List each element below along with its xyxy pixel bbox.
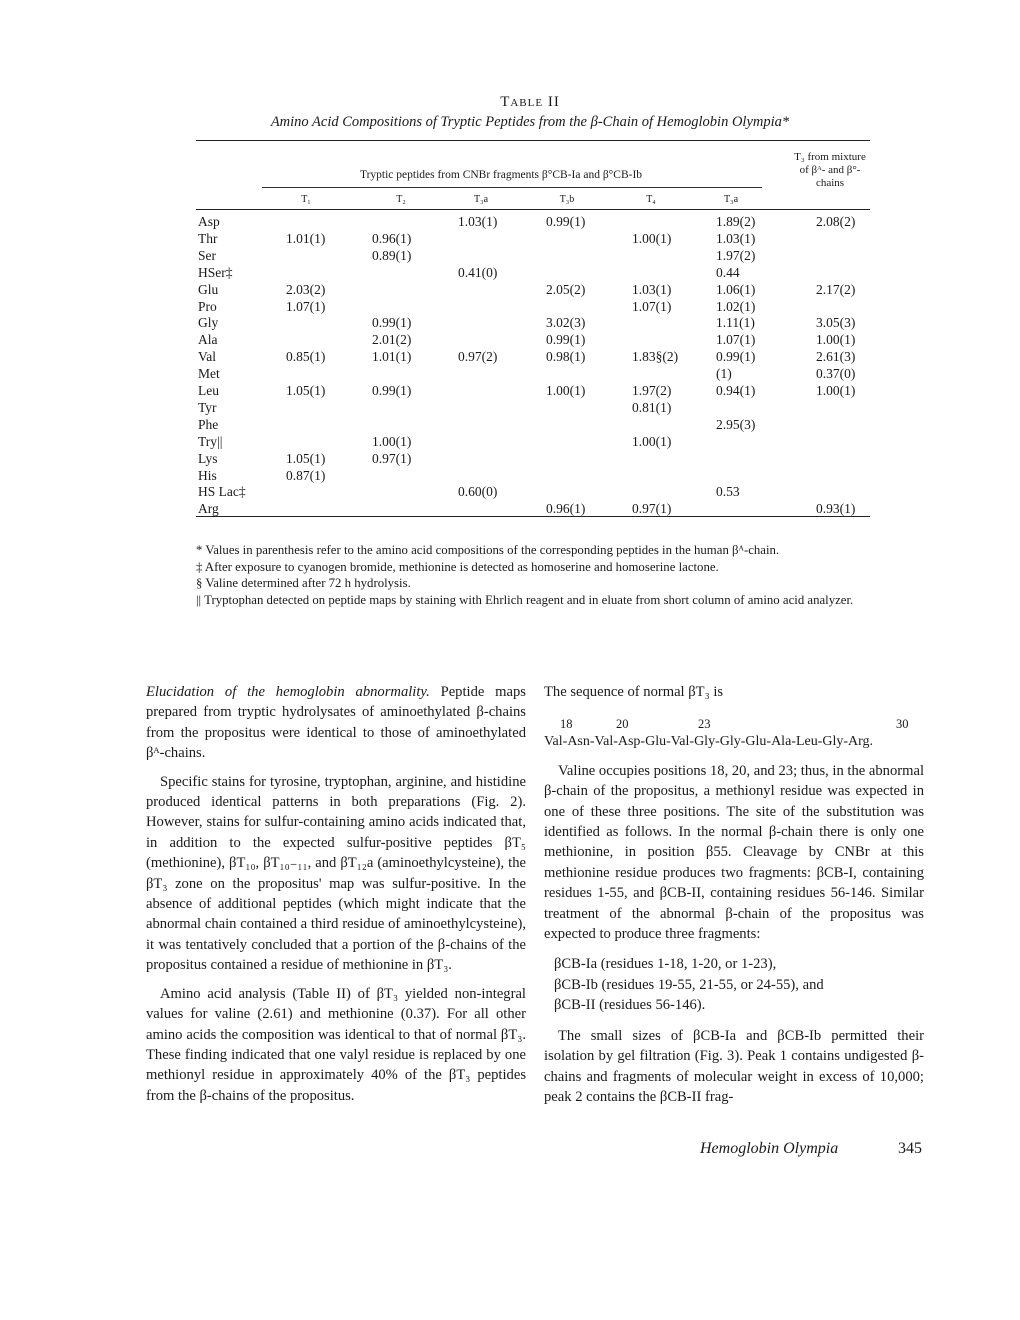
col-header-t4: T₄ [646,194,656,205]
table-cell: 1.07(1) [286,298,326,314]
amino-acid-label: Phe [198,416,219,432]
table-cell: 1.03(1) [458,214,498,229]
table-cell: 3.02(3) [546,315,586,331]
section-heading: Elucidation of the hemoglobin abnormality. [146,684,430,700]
table-cell: 1.97(2) [632,383,672,398]
table-row [196,400,870,417]
table-row [196,468,870,485]
table-cell: 1.01(1) [286,230,326,246]
table-cell: 2.05(2) [546,281,586,297]
table-cell: 1.02(1) [716,298,756,314]
group-rule [262,187,762,188]
amino-acid-label: Ala [198,332,218,348]
table-row [196,366,870,383]
table-cell: 1.05(1) [286,450,326,466]
table-row [196,265,870,282]
table-row [196,282,870,299]
col-header-t3b: T₃b [559,194,575,205]
table-title: Amino Acid Compositions of Tryptic Peptides from the β-Chain of Hemoglobin Olympia* [270,114,790,130]
amino-acid-label: Met [198,366,220,382]
table-body [196,210,870,516]
table-cell: 0.89(1) [372,247,412,263]
footnote: § Valine determined after 72 h hydrolysis. [196,576,411,590]
list-item: βCB-Ia (residues 1-18, 1-20, or 1-23), [554,956,777,973]
table-cell: 0.53 [716,484,740,500]
table-cell: 1.00(1) [372,433,412,449]
table-row [196,501,870,518]
table-cell: 1.01(1) [372,349,412,365]
table-cell: 2.08(2) [816,214,856,229]
table-cell: 1.03(1) [716,230,756,246]
footnote: ‡ After exposure to cyanogen bromide, methionine is detected as homoserine and homoserine lactone. [196,559,719,574]
amino-acid-table [196,140,870,517]
table-cell: 0.37(0) [816,366,856,382]
col-header-t2: T₂ [396,194,406,205]
footnote: || Tryptophan detected on peptide maps by staining with Ehrlich reagent and in eluate from short column of amino acid analyzer. [196,592,854,607]
table-cell: 3.05(3) [816,315,856,331]
table-cell: 1.83§(2) [632,349,679,365]
table-cell: 0.41(0) [458,264,498,280]
amino-acid-label: Ser [198,247,216,263]
amino-acid-label: Try|| [198,433,223,449]
table-cell: 0.99(1) [546,214,586,229]
amino-acid-label: Pro [198,298,217,314]
table-cell: 0.60(0) [458,484,498,500]
table-cell: 0.94(1) [716,383,756,398]
fragment-list [554,954,924,1015]
amino-acid-label: Arg [198,501,219,517]
table-cell: 1.00(1) [546,383,586,398]
list-item: βCB-II (residues 56-146). [554,997,706,1014]
paragraph-text: Peptide maps prepared from tryptic hydrolysates of aminoethylated β-chains from the propositus were identical to those of aminoethylated βᴬ-chains. [146,684,526,762]
amino-acid-label: Val [198,349,216,365]
sequence: Val-Asn-Val-Asp-Glu-Val-Gly-Gly-Glu-Ala-Leu-Gly-Arg. [544,734,874,750]
position-number: 18 [560,717,573,732]
amino-acid-label: Glu [198,281,219,297]
amino-acid-label: His [198,467,217,483]
table-cell: 0.96(1) [546,501,586,517]
table-caption [180,94,880,131]
sequence-intro: The sequence of normal βT₃ is [544,684,724,700]
amino-acid-label: Thr [198,230,218,246]
sequence-positions [544,714,924,732]
table-label: Table II [500,94,560,110]
table-cell: 0.99(1) [372,383,412,398]
footnote: * Values in parenthesis refer to the amino acid compositions of the corresponding peptides in the human βᴬ-chain. [196,543,780,557]
table-cell: 1.07(1) [716,332,756,348]
amino-acid-label: HSer‡ [198,264,233,280]
amino-acid-label: Gly [198,315,219,331]
table-cell: (1) [716,366,732,382]
table-row [196,315,870,332]
table-cell: 0.85(1) [286,349,326,365]
table-cell: 1.00(1) [632,433,672,449]
table-row [196,434,870,451]
table-cell: 0.98(1) [546,349,586,365]
table-cell: 0.99(1) [372,315,412,331]
amino-acid-label: Tyr [198,399,217,415]
table-cell: 2.61(3) [816,349,856,365]
table-cell: 1.06(1) [716,281,756,297]
col-header-t3a: T₃a [473,194,489,205]
paragraph: The small sizes of βCB-Ia and βCB-Ib permitted their isolation by gel filtration (Fig. 3). Peak 1 contains undigested β-chains and fragments of molecular weight in excess of 10,000; peak 2 contains the βCB-II frag- [544,1027,924,1105]
table-cell: 1.03(1) [632,281,672,297]
position-number: 23 [698,717,711,732]
table-cell: 1.97(2) [716,247,756,263]
table-row [196,231,870,248]
table-cell: 1.07(1) [632,298,672,314]
table-cell: 1.89(2) [716,214,756,229]
table-cell: 2.17(2) [816,281,856,297]
amino-acid-label: Lys [198,450,218,466]
paragraph: Amino acid analysis (Table II) of βT₃ yielded non-integral values for valine (2.61) and methionine (0.37). For all other amino acids the composition was identical to that of normal βT₃. These finding indicated that one valyl residue is replaced by one methionyl residue in approximately 40% of the βT₃ peptides from the β-chains of the propositus. [146,985,526,1104]
position-number: 30 [896,717,909,732]
table-cell: 0.44 [716,264,740,280]
paragraph [146,682,526,764]
paragraph: Valine occupies positions 18, 20, and 23; thus, in the abnormal β-chain of the propositus, a methionyl residue was expected in one of these three positions. The site of the substitution was identified as follows. In the normal β-chain there is only one methionine, in position β55. Cleavage by CNBr at this methionine residue produces two fragments: βCB-I, containing residues 1-55, and βCB-II, containing residues 56-146. Similar treatment of the abnormal β-chain of the propositus was expected to produce three fragments: [544,762,925,943]
table-row [196,248,870,265]
table-cell: 1.11(1) [716,315,755,331]
table-cell: 0.99(1) [716,349,756,365]
table-row [196,349,870,366]
group-header: Tryptic peptides from CNBr fragments β°CB-Ia and β°CB-Ib [359,169,643,181]
table-cell: 0.97(1) [372,450,412,466]
table-row [196,383,870,400]
running-head: Hemoglobin Olympia [700,1140,839,1157]
table-row [196,332,870,349]
table-cell: 0.97(2) [458,349,498,365]
table-row [196,417,870,434]
table-footnotes [196,542,870,608]
table-row [196,451,870,468]
table-cell: 1.00(1) [632,230,672,246]
list-item: βCB-Ib (residues 19-55, 21-55, or 24-55), and [554,976,824,993]
page-number: 345 [898,1140,922,1157]
paragraph: Specific stains for tyrosine, tryptophan, arginine, and histidine produced identical patterns in both preparations (Fig. 2). However, stains for sulfur-containing amino acids indicated that, in addition to the expected sulfur-positive peptides βT₅ (methionine), βT₁₀, βT₁₀₋₁₁, and βT₁₂a (aminoethylcysteine), the βT₃ zone on the propositus' map was sulfur-positive. In the absence of additional peptides (which might indicate that the abnormal chain contained a third residue of aminoethylcysteine), it was tentatively concluded that a portion of the β-chains of the propositus contained a residue of methionine in βT₃. [146,773,526,974]
table-cell: 0.97(1) [632,501,672,517]
table-cell: 0.96(1) [372,230,412,246]
table-cell: 0.81(1) [632,399,672,415]
table-cell: 2.03(2) [286,281,326,297]
col-header-t3a-2: T₃a [723,194,739,205]
amino-acid-label: Leu [198,383,219,398]
table-row [196,484,870,501]
table-cell: 1.05(1) [286,383,326,398]
col-header-t1: T₁ [301,194,311,205]
amino-acid-label: HS Lac‡ [198,484,246,500]
last-column-header: T₃ from mixture of βᴬ- and β°-chains [794,151,866,189]
position-number: 20 [616,717,629,732]
table-cell: 0.99(1) [546,332,586,348]
table-header [196,141,870,209]
table-row [196,299,870,316]
amino-acid-label: Asp [198,214,220,229]
left-column [146,682,526,1106]
table-cell: 0.87(1) [286,467,326,483]
table-cell: 2.01(2) [372,332,412,348]
right-column [544,682,924,1107]
table-cell: 1.00(1) [816,332,856,348]
table-row [196,214,870,231]
table-cell: 0.93(1) [816,501,856,517]
table-cell: 1.00(1) [816,383,856,398]
table-cell: 2.95(3) [716,416,756,432]
